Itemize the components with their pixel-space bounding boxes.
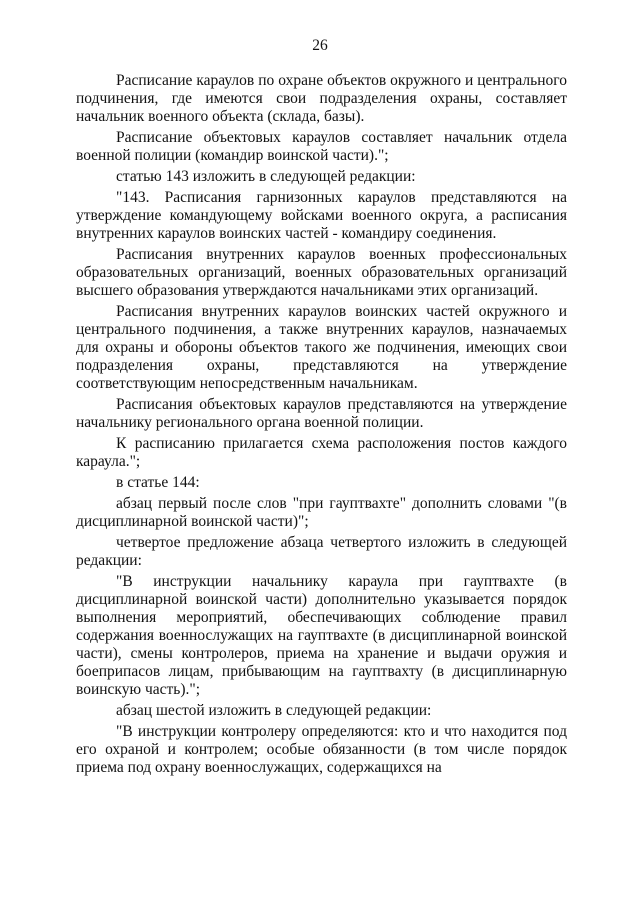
paragraph: Расписания объектовых караулов представляются на утверждение начальнику регионального органа военной полиции. [76,396,567,431]
paragraph: "143. Расписания гарнизонных караулов представляются на утверждение командующему войсками военного округа, а расписания внутренних караулов воинских частей - командиру соединения. [76,189,567,242]
paragraph: Расписания внутренних караулов военных профессиональных образовательных организаций, военных образовательных организаций высшего образования утверждаются начальниками этих организаций. [76,246,567,299]
paragraph: Расписания внутренних караулов воинских частей окружного и центрального подчинения, а также внутренних караулов, назначаемых для охраны и обороны объектов такого же подчинения, имеющих свои подразделения охраны, представляются на утверждение соответствующим непосредственным начальникам. [76,303,567,392]
document-body [76,72,567,777]
paragraph: Расписание караулов по охране объектов окружного и центрального подчинения, где имеются свои подразделения охраны, составляет начальник военного объекта (склада, базы). [76,72,567,125]
paragraph: "В инструкции контролеру определяются: кто и что находится под его охраной и контролем; особые обязанности (в том числе порядок приема под охрану военнослужащих, содержащихся на [76,723,567,776]
paragraph: "В инструкции начальнику караула при гауптвахте (в дисциплинарной воинской части) дополнительно указывается порядок выполнения мероприятий, обеспечивающих соблюдение правил содержания военнослужащих на гауптвахте (в дисциплинарной воинской части), смены контролеров, приема на хранение и выдачи оружия и боеприпасов лицам, прибывающим на гауптвахту (в дисциплинарную воинскую часть)."; [76,573,567,698]
paragraph: К расписанию прилагается схема расположения постов каждого караула."; [76,435,567,470]
paragraph: Расписание объектовых караулов составляет начальник отдела военной полиции (командир воинской части)."; [76,129,567,164]
paragraph: четвертое предложение абзаца четвертого изложить в следующей редакции: [76,534,567,569]
paragraph: абзац шестой изложить в следующей редакции: [116,702,432,719]
paragraph: в статье 144: [116,474,200,491]
paragraph: абзац первый после слов "при гауптвахте" дополнить словами "(в дисциплинарной воинской части)"; [76,495,567,530]
page-number: 26 [312,37,328,54]
paragraph: статью 143 изложить в следующей редакции: [116,168,416,185]
